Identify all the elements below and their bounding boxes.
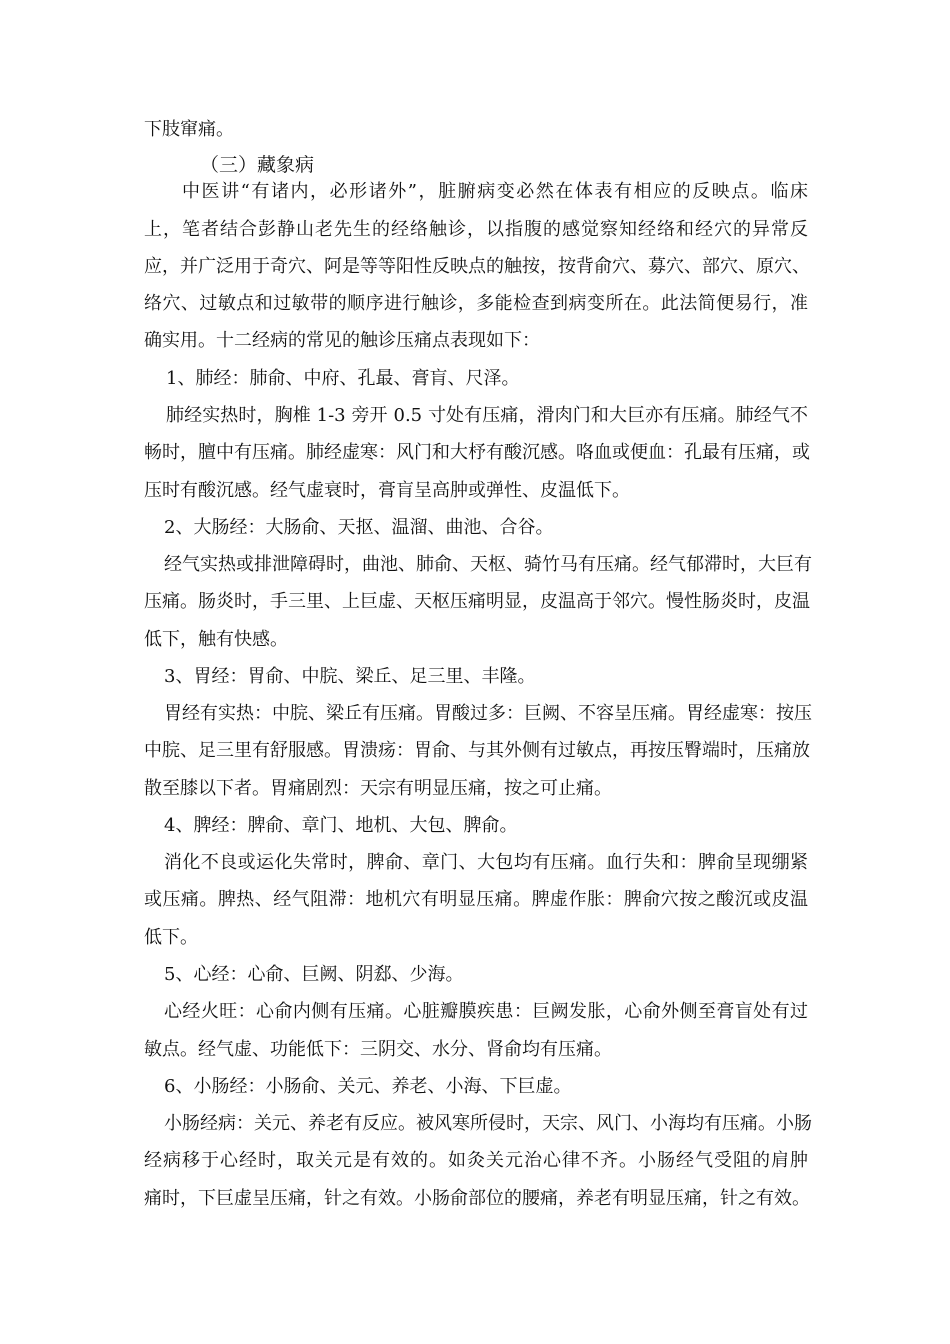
- meridian-heading: 1、肺经：肺俞、中府、孔最、膏肓、尺泽。: [166, 368, 520, 389]
- paragraph-line: 散至膝以下者。胃痛剧烈：天宗有明显压痛，按之可止痛。: [144, 778, 612, 799]
- text-line: 下肢窜痛。: [144, 119, 234, 140]
- paragraph-line: 应，并广泛用于奇穴、阿是等等阳性反映点的触按，按背俞穴、募穴、部穴、原穴、: [144, 256, 810, 277]
- meridian-heading: 6、小肠经：小肠俞、关元、养老、小海、下巨虚。: [164, 1076, 572, 1097]
- paragraph-line: 低下。: [144, 927, 198, 948]
- meridian-heading: 2、大肠经：大肠俞、天抠、温溜、曲池、合谷。: [164, 517, 554, 538]
- paragraph-line: 压痛。肠炎时，手三里、上巨虚、天枢压痛明显，皮温高于邻穴。慢性肠炎时，皮温: [144, 591, 810, 612]
- section-heading: （三）藏象病: [200, 154, 315, 176]
- paragraph-line: 确实用。十二经病的常见的触诊压痛点表现如下：: [144, 330, 540, 351]
- paragraph-line: 痛时，下巨虚呈压痛，针之有效。小肠俞部位的腰痛，养老有明显压痛，针之有效。: [144, 1188, 810, 1209]
- paragraph-line: 络穴、过敏点和过敏带的顺序进行触诊，多能检查到病变所在。此法简便易行，准: [144, 293, 808, 314]
- meridian-heading: 4、脾经：脾俞、章门、地机、大包、脾俞。: [164, 815, 518, 836]
- paragraph-line: 心经火旺：心俞内侧有压痛。心脏瓣膜疾患：巨阙发胀，心俞外侧至膏盲处有过: [164, 1001, 808, 1022]
- paragraph-line: 中医讲“有诸内，必形诸外”，脏腑病变必然在体表有相应的反映点。临床: [182, 181, 808, 202]
- paragraph-line: 消化不良或运化失常时，脾俞、章门、大包均有压痛。血行失和：脾俞呈现绷紧: [164, 852, 808, 873]
- paragraph-line: 低下，触有快感。: [144, 629, 288, 650]
- paragraph-line: 敏点。经气虚、功能低下：三阴交、水分、肾俞均有压痛。: [144, 1039, 612, 1060]
- paragraph-line: 上，笔者结合彭静山老先生的经络触诊，以指腹的感觉察知经络和经穴的异常反: [144, 219, 808, 240]
- paragraph-line: 中脘、足三里有舒服感。胃溃疡：胃俞、与其外侧有过敏点，再按压臀端时，压痛放: [144, 740, 810, 761]
- meridian-heading: 5、心经：心俞、巨阙、阴郄、少海。: [164, 964, 464, 985]
- paragraph-line: 或压痛。脾热、经气阻滞：地机穴有明显压痛。脾虚作胀：脾俞穴按之酸沉或皮温: [144, 889, 808, 910]
- paragraph-line: 畅时，膻中有压痛。肺经虚寒：风门和大杼有酸沉感。咯血或便血：孔最有压痛，或: [144, 442, 810, 463]
- paragraph-line: 胃经有实热：中脘、梁丘有压痛。胃酸过多：巨阙、不容呈压痛。胃经虚寒：按压: [164, 703, 812, 724]
- paragraph-line: 经气实热或排泄障碍时，曲池、肺俞、天枢、骑竹马有压痛。经气郁滞时，大巨有: [164, 554, 812, 575]
- paragraph-line: 经病移于心经时，取关元是有效的。如灸关元治心律不齐。小肠经气受阻的肩肿: [144, 1150, 808, 1171]
- paragraph-line: 压时有酸沉感。经气虚衰时，膏肓呈高肿或弹性、皮温低下。: [144, 480, 630, 501]
- meridian-heading: 3、胃经：胃俞、中脘、梁丘、足三里、丰隆。: [164, 666, 536, 687]
- paragraph-line: 肺经实热时，胸椎 1-3 旁开 0.5 寸处有压痛，滑肉门和大巨亦有压痛。肺经气不: [166, 405, 808, 426]
- paragraph-line: 小肠经病：关元、养老有反应。被风寒所侵时，天宗、风门、小海均有压痛。小肠: [164, 1113, 812, 1134]
